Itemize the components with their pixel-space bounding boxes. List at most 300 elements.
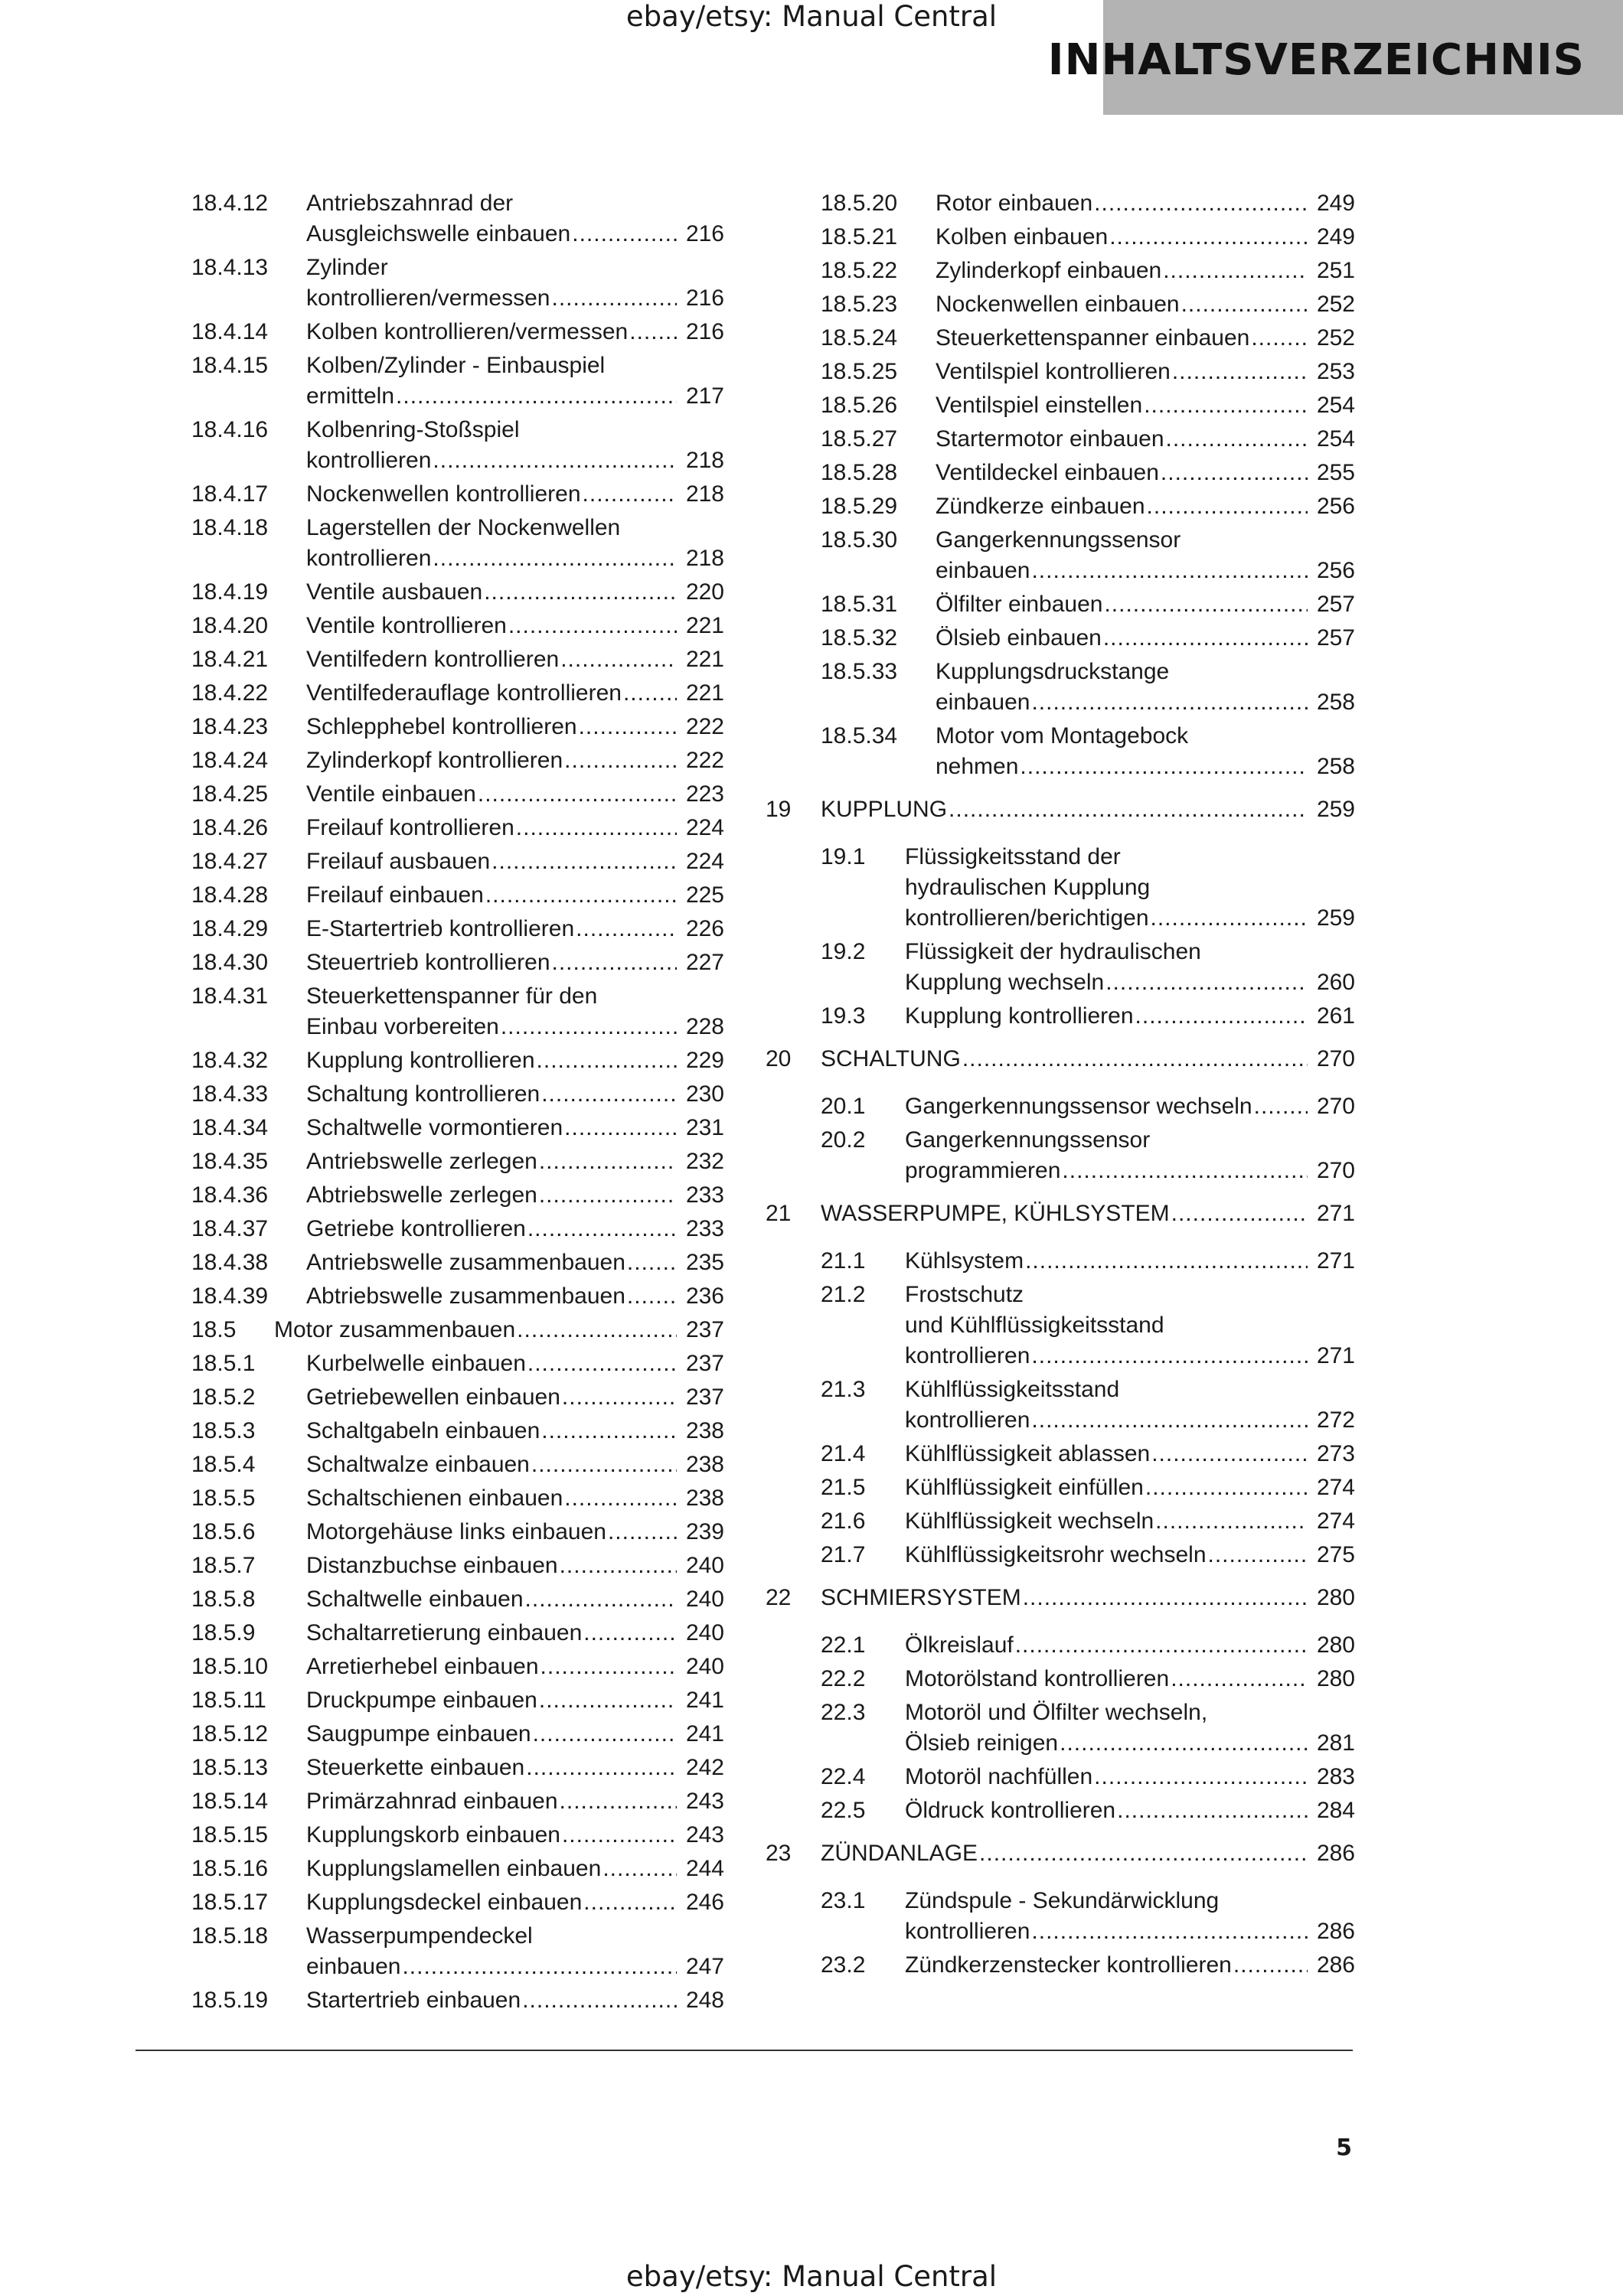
toc-entry-page: 235 bbox=[685, 1250, 724, 1275]
dot-leader bbox=[541, 1416, 677, 1446]
toc-entry[interactable] bbox=[191, 1985, 724, 2016]
toc-entry-title: einbauen bbox=[936, 690, 1030, 715]
toc-entry-page: 218 bbox=[685, 448, 724, 473]
toc-entry[interactable] bbox=[191, 1079, 724, 1110]
dot-leader bbox=[433, 543, 677, 574]
toc-entry[interactable] bbox=[191, 611, 724, 641]
dot-leader bbox=[1166, 424, 1308, 455]
toc-entry-page: 241 bbox=[685, 1688, 724, 1713]
toc-entry-title: Ventilspiel kontrollieren bbox=[936, 359, 1171, 384]
toc-entry[interactable] bbox=[766, 842, 1355, 934]
toc-entry-page: 281 bbox=[1316, 1730, 1355, 1756]
toc-entry-title: Schaltschienen einbauen bbox=[306, 1486, 563, 1511]
toc-entry[interactable] bbox=[766, 1664, 1355, 1694]
dot-leader bbox=[478, 779, 677, 810]
toc-entry-number: 18.5.6 bbox=[191, 1519, 256, 1544]
toc-entry[interactable] bbox=[766, 222, 1355, 253]
toc-entry-number: 21 bbox=[766, 1201, 792, 1226]
toc-entry[interactable] bbox=[191, 253, 724, 314]
toc-entry[interactable] bbox=[766, 1795, 1355, 1826]
toc-entry[interactable] bbox=[191, 1854, 724, 1884]
toc-entry-page: 238 bbox=[685, 1418, 724, 1443]
dot-leader bbox=[564, 1113, 677, 1143]
toc-entry-title: Gangerkennungssensor wechseln bbox=[905, 1094, 1252, 1119]
toc-entry-number: 18.4.31 bbox=[191, 983, 269, 1009]
toc-entry-page: 239 bbox=[685, 1519, 724, 1544]
toc-entry[interactable] bbox=[766, 589, 1355, 620]
toc-entry[interactable] bbox=[191, 1146, 724, 1177]
dot-leader bbox=[1161, 458, 1308, 488]
toc-entry[interactable] bbox=[191, 1551, 724, 1581]
toc-entry-title: Ventilspiel einstellen bbox=[936, 393, 1143, 418]
toc-entry[interactable] bbox=[191, 880, 724, 911]
toc-entry-page: 271 bbox=[1316, 1343, 1355, 1368]
toc-entry-page: 272 bbox=[1316, 1407, 1355, 1433]
toc-entry[interactable] bbox=[191, 678, 724, 709]
toc-entry-page: 217 bbox=[685, 383, 724, 409]
toc-entry-page: 233 bbox=[685, 1216, 724, 1241]
toc-entry-title: Freilauf kontrollieren bbox=[306, 815, 514, 840]
toc-entry[interactable] bbox=[191, 188, 724, 249]
toc-entry[interactable] bbox=[191, 351, 724, 412]
toc-entry[interactable] bbox=[191, 1045, 724, 1076]
toc-entry[interactable] bbox=[766, 1125, 1355, 1186]
toc-entry-number: 18.4.27 bbox=[191, 849, 269, 874]
toc-entry-title: Kolben/Zylinder - Einbauspiel bbox=[306, 353, 606, 378]
toc-entry-page: 254 bbox=[1316, 426, 1355, 452]
toc-entry-number: 21.7 bbox=[821, 1542, 866, 1567]
toc-entry-page: 244 bbox=[685, 1856, 724, 1881]
toc-entry[interactable] bbox=[766, 937, 1355, 998]
toc-entry-title: einbauen bbox=[936, 558, 1030, 583]
toc-entry-number: 18.5.19 bbox=[191, 1988, 269, 2013]
header-banner bbox=[1047, 0, 1623, 115]
toc-entry-title: Rotor einbauen bbox=[936, 191, 1093, 216]
toc-entry-title: Kupplungsdruckstange bbox=[936, 659, 1170, 684]
toc-entry[interactable] bbox=[191, 1753, 724, 1783]
toc-entry[interactable] bbox=[766, 1698, 1355, 1759]
toc-entry-title: Zylinder bbox=[306, 255, 388, 280]
toc-entry-title: Ventile einbauen bbox=[306, 781, 476, 807]
toc-entry[interactable] bbox=[766, 1439, 1355, 1469]
toc-entry-title: E-Startertrieb kontrollieren bbox=[306, 916, 575, 941]
toc-entry[interactable] bbox=[766, 256, 1355, 286]
toc-entry-number: 18.5.28 bbox=[821, 460, 898, 485]
toc-entry-page: 216 bbox=[685, 221, 724, 246]
toc-entry[interactable] bbox=[191, 1113, 724, 1143]
toc-entry[interactable] bbox=[191, 1382, 724, 1413]
toc-entry-number: 22 bbox=[766, 1585, 792, 1610]
toc-entry[interactable] bbox=[191, 846, 724, 877]
toc-entry-title: Saugpumpe einbauen bbox=[306, 1721, 531, 1746]
toc-entry-page: 221 bbox=[685, 647, 724, 672]
dot-leader bbox=[1109, 222, 1308, 253]
toc-entry-page: 280 bbox=[1316, 1632, 1355, 1658]
toc-entry[interactable] bbox=[191, 415, 724, 476]
toc-entry-title: Motorölstand kontrollieren bbox=[905, 1666, 1170, 1691]
toc-entry-page: 232 bbox=[685, 1149, 724, 1174]
dot-leader bbox=[572, 219, 677, 249]
toc-entry[interactable] bbox=[766, 1473, 1355, 1503]
toc-entry[interactable] bbox=[191, 981, 724, 1042]
toc-entry[interactable] bbox=[191, 1618, 724, 1649]
toc-entry-title: Schlepphebel kontrollieren bbox=[306, 714, 577, 739]
toc-entry-number: 18.4.30 bbox=[191, 950, 269, 975]
toc-entry-number: 22.1 bbox=[821, 1632, 866, 1658]
toc-entry-number: 18.4.20 bbox=[191, 613, 269, 638]
toc-entry-title: Kühlflüssigkeit wechseln bbox=[905, 1508, 1154, 1534]
toc-entry-page: 259 bbox=[1316, 905, 1355, 931]
toc-entry-title: Kolben einbauen bbox=[936, 224, 1109, 249]
dot-leader bbox=[1171, 1199, 1308, 1229]
toc-entry-title: einbauen bbox=[306, 1954, 401, 1979]
toc-entry[interactable] bbox=[191, 1921, 724, 1982]
dot-leader bbox=[560, 644, 677, 675]
toc-entry-page: 280 bbox=[1316, 1666, 1355, 1691]
toc-entry[interactable] bbox=[766, 657, 1355, 718]
toc-entry-page: 256 bbox=[1316, 494, 1355, 519]
toc-entry-page: 221 bbox=[685, 680, 724, 706]
toc-entry[interactable] bbox=[191, 1214, 724, 1244]
toc-entry-title: ZÜNDANLAGE bbox=[821, 1841, 978, 1866]
toc-entry-page: 240 bbox=[685, 1553, 724, 1578]
toc-entry[interactable] bbox=[766, 1886, 1355, 1947]
toc-entry-page: 270 bbox=[1316, 1046, 1355, 1071]
toc-entry-title: kontrollieren bbox=[306, 546, 432, 571]
toc-entry[interactable] bbox=[191, 813, 724, 843]
dot-leader bbox=[539, 1146, 677, 1177]
toc-entry-number: 18.4.33 bbox=[191, 1081, 269, 1107]
toc-entry-title: Kühlflüssigkeit einfüllen bbox=[905, 1475, 1144, 1500]
toc-entry-title: Kupplungslamellen einbauen bbox=[306, 1856, 602, 1881]
toc-entry-number: 18.4.21 bbox=[191, 647, 269, 672]
toc-entry-number: 20.2 bbox=[821, 1127, 866, 1153]
toc-entry-title: Schaltwelle vormontieren bbox=[306, 1115, 563, 1140]
dot-leader bbox=[579, 712, 677, 742]
dot-leader bbox=[949, 794, 1308, 825]
toc-entry-page: 224 bbox=[685, 815, 724, 840]
toc-entry-title: Lagerstellen der Nockenwellen bbox=[306, 515, 621, 540]
toc-entry-number: 18.5.27 bbox=[821, 426, 898, 452]
toc-entry-page: 243 bbox=[685, 1822, 724, 1848]
toc-entry-page: 223 bbox=[685, 781, 724, 807]
toc-entry[interactable] bbox=[191, 1887, 724, 1918]
toc-entry[interactable] bbox=[191, 1349, 724, 1379]
toc-entry-number: 18.4.15 bbox=[191, 353, 269, 378]
dot-leader bbox=[1208, 1540, 1308, 1570]
toc-entry-number: 18.4.39 bbox=[191, 1283, 269, 1309]
toc-entry-title: Frostschutz bbox=[905, 1282, 1024, 1307]
toc-entry-title: Schaltgabeln einbauen bbox=[306, 1418, 540, 1443]
dot-leader bbox=[1144, 390, 1308, 421]
toc-chapter-entry[interactable] bbox=[766, 1583, 1355, 1613]
toc-entry-number: 18.4.24 bbox=[191, 748, 269, 773]
toc-entry-page: 249 bbox=[1316, 224, 1355, 249]
toc-entry-page: 271 bbox=[1316, 1248, 1355, 1274]
toc-entry[interactable] bbox=[191, 1315, 724, 1345]
toc-entry-title: Getriebewellen einbauen bbox=[306, 1384, 560, 1410]
toc-entry-page: 240 bbox=[685, 1587, 724, 1612]
toc-entry-page: 222 bbox=[685, 748, 724, 773]
toc-entry[interactable] bbox=[191, 1416, 724, 1446]
toc-entry-number: 18.5.24 bbox=[821, 325, 898, 351]
toc-entry[interactable] bbox=[766, 424, 1355, 455]
toc-entry-page: 249 bbox=[1316, 191, 1355, 216]
toc-entry-number: 18.5.16 bbox=[191, 1856, 269, 1881]
toc-entry-title: Schaltwelle einbauen bbox=[306, 1587, 524, 1612]
toc-entry-title: Ausgleichswelle einbauen bbox=[306, 221, 571, 246]
toc-entry-title: Zündkerzenstecker kontrollieren bbox=[905, 1952, 1232, 1978]
toc-entry[interactable] bbox=[766, 1950, 1355, 1981]
toc-entry-title: Steuertrieb kontrollieren bbox=[306, 950, 550, 975]
toc-entry-number: 18.5.26 bbox=[821, 393, 898, 418]
dot-leader bbox=[1254, 1091, 1308, 1122]
toc-entry-page: 218 bbox=[685, 546, 724, 571]
dot-leader bbox=[1155, 1506, 1308, 1537]
dot-leader bbox=[1094, 188, 1308, 219]
toc-entry[interactable] bbox=[766, 289, 1355, 320]
toc-entry-number: 19.2 bbox=[821, 939, 866, 964]
toc-entry-title: Ölkreislauf bbox=[905, 1632, 1014, 1658]
toc-entry-page: 236 bbox=[685, 1283, 724, 1309]
toc-entry-number: 21.6 bbox=[821, 1508, 866, 1534]
toc-entry-number: 18.4.34 bbox=[191, 1115, 269, 1140]
toc-entry-title: Kupplungsdeckel einbauen bbox=[306, 1890, 583, 1915]
toc-entry-page: 271 bbox=[1316, 1201, 1355, 1226]
toc-entry-title: programmieren bbox=[905, 1158, 1061, 1183]
toc-entry-title: Wasserpumpendeckel bbox=[306, 1923, 533, 1949]
toc-entry[interactable] bbox=[191, 1685, 724, 1716]
toc-entry[interactable] bbox=[766, 357, 1355, 387]
dot-leader bbox=[1163, 256, 1308, 286]
toc-entry-number: 18.5.5 bbox=[191, 1486, 256, 1511]
toc-entry[interactable] bbox=[766, 1762, 1355, 1792]
toc-entry-page: 252 bbox=[1316, 325, 1355, 351]
toc-chapter-entry[interactable] bbox=[766, 1838, 1355, 1869]
toc-entry-number: 18.5.1 bbox=[191, 1351, 256, 1376]
toc-entry-number: 18.5.4 bbox=[191, 1452, 256, 1477]
dot-leader bbox=[531, 1450, 677, 1480]
toc-entry[interactable] bbox=[766, 1630, 1355, 1661]
toc-entry[interactable] bbox=[191, 1584, 724, 1615]
toc-entry-number: 20 bbox=[766, 1046, 792, 1071]
toc-entry-number: 23.2 bbox=[821, 1952, 866, 1978]
dot-leader bbox=[517, 1315, 677, 1345]
toc-entry-title: Schaltarretierung einbauen bbox=[306, 1620, 583, 1645]
toc-entry[interactable] bbox=[766, 1001, 1355, 1032]
toc-entry-number: 18.5.33 bbox=[821, 659, 898, 684]
toc-entry-number: 18.4.13 bbox=[191, 255, 269, 280]
toc-entry-title: Zylinderkopf kontrollieren bbox=[306, 748, 563, 773]
toc-entry-page: 227 bbox=[685, 950, 724, 975]
toc-entry-page: 222 bbox=[685, 714, 724, 739]
toc-entry-page: 270 bbox=[1316, 1158, 1355, 1183]
toc-entry[interactable] bbox=[191, 1786, 724, 1817]
toc-entry-page: 226 bbox=[685, 916, 724, 941]
dot-leader bbox=[522, 1985, 677, 2016]
toc-entry-number: 18.4.16 bbox=[191, 417, 269, 442]
dot-leader bbox=[552, 947, 677, 978]
toc-entry-number: 18.5.34 bbox=[821, 723, 898, 748]
toc-entry-number: 18.5.31 bbox=[821, 592, 898, 617]
toc-entry[interactable] bbox=[191, 317, 724, 347]
toc-entry[interactable] bbox=[766, 1246, 1355, 1277]
dot-leader bbox=[627, 1281, 677, 1312]
toc-entry-number: 21.2 bbox=[821, 1282, 866, 1307]
dot-leader bbox=[583, 1618, 677, 1649]
toc-entry-number: 18.5.30 bbox=[821, 527, 898, 553]
toc-entry-page: 260 bbox=[1316, 970, 1355, 995]
toc-entry-page: 274 bbox=[1316, 1475, 1355, 1500]
toc-entry[interactable] bbox=[191, 1652, 724, 1682]
toc-entry-number: 18.5.22 bbox=[821, 258, 898, 283]
toc-entry[interactable] bbox=[766, 188, 1355, 219]
toc-entry[interactable] bbox=[766, 623, 1355, 654]
toc-entry-number: 18.4.32 bbox=[191, 1048, 269, 1073]
toc-entry-number: 21.3 bbox=[821, 1377, 866, 1402]
toc-entry[interactable] bbox=[766, 1540, 1355, 1570]
toc-entry-title: kontrollieren/berichtigen bbox=[905, 905, 1149, 931]
toc-entry-number: 19.1 bbox=[821, 844, 866, 869]
toc-entry-number: 18.5.25 bbox=[821, 359, 898, 384]
toc-entry[interactable] bbox=[766, 1280, 1355, 1371]
toc-entry[interactable] bbox=[191, 644, 724, 675]
toc-chapter-entry[interactable] bbox=[766, 794, 1355, 825]
toc-entry[interactable] bbox=[191, 1483, 724, 1514]
dot-leader bbox=[1020, 752, 1308, 782]
dot-leader bbox=[508, 611, 677, 641]
toc-entry-title: Antriebswelle zerlegen bbox=[306, 1149, 537, 1174]
toc-entry[interactable] bbox=[766, 390, 1355, 421]
dot-leader bbox=[525, 1584, 677, 1615]
dot-leader bbox=[564, 1483, 677, 1514]
toc-entry-page: 220 bbox=[685, 579, 724, 605]
toc-entry[interactable] bbox=[191, 577, 724, 608]
toc-entry[interactable] bbox=[191, 1180, 724, 1211]
toc-entry-page: 242 bbox=[685, 1755, 724, 1780]
dot-leader bbox=[1104, 589, 1308, 620]
toc-entry-number: 18.5.17 bbox=[191, 1890, 269, 1915]
toc-entry[interactable] bbox=[191, 914, 724, 944]
toc-entry-page: 240 bbox=[685, 1654, 724, 1679]
watermark-bottom: ebay/etsy: Manual Central bbox=[625, 2260, 998, 2293]
toc-entry-number: 19.3 bbox=[821, 1003, 866, 1029]
dot-leader bbox=[1171, 1664, 1308, 1694]
toc-entry[interactable] bbox=[766, 525, 1355, 586]
toc-entry-page: 270 bbox=[1316, 1094, 1355, 1119]
toc-entry[interactable] bbox=[191, 779, 724, 810]
toc-entry-title: Antriebswelle zusammenbauen bbox=[306, 1250, 625, 1275]
toc-entry[interactable] bbox=[766, 1506, 1355, 1537]
toc-entry[interactable] bbox=[191, 513, 724, 574]
toc-entry[interactable] bbox=[191, 479, 724, 510]
toc-entry-number: 18.5.14 bbox=[191, 1789, 269, 1814]
toc-entry-title: Getriebe kontrollieren bbox=[306, 1216, 526, 1241]
toc-entry-title: nehmen bbox=[936, 754, 1019, 779]
toc-entry-number: 18.5.7 bbox=[191, 1553, 256, 1578]
dot-leader bbox=[491, 846, 677, 877]
dot-leader bbox=[962, 1044, 1308, 1075]
toc-right-column bbox=[766, 188, 1355, 1984]
dot-leader bbox=[1031, 687, 1308, 718]
toc-entry[interactable] bbox=[191, 1517, 724, 1548]
toc-entry-page: 280 bbox=[1316, 1585, 1355, 1610]
toc-entry-title: Ventile ausbauen bbox=[306, 579, 483, 605]
toc-entry[interactable] bbox=[191, 1247, 724, 1278]
toc-entry[interactable] bbox=[191, 1719, 724, 1750]
toc-entry-title: Öldruck kontrollieren bbox=[905, 1798, 1116, 1823]
toc-chapter-entry[interactable] bbox=[766, 1044, 1355, 1075]
dot-leader bbox=[1233, 1950, 1308, 1981]
dot-leader bbox=[1117, 1795, 1308, 1826]
toc-entry[interactable] bbox=[191, 947, 724, 978]
toc-entry-number: 18.4.22 bbox=[191, 680, 269, 706]
toc-entry[interactable] bbox=[766, 323, 1355, 354]
dot-leader bbox=[1181, 289, 1308, 320]
toc-entry-page: 216 bbox=[685, 319, 724, 344]
toc-entry-page: 258 bbox=[1316, 690, 1355, 715]
dot-leader bbox=[396, 381, 677, 412]
dot-leader bbox=[485, 880, 677, 911]
toc-entry[interactable] bbox=[766, 458, 1355, 488]
toc-entry-title: Flüssigkeit der hydraulischen bbox=[905, 939, 1201, 964]
toc-entry-title: Motorgehäuse links einbauen bbox=[306, 1519, 606, 1544]
toc-entry-page: 286 bbox=[1316, 1952, 1355, 1978]
toc-entry-title: Freilauf ausbauen bbox=[306, 849, 491, 874]
dot-leader bbox=[603, 1854, 677, 1884]
toc-chapter-entry[interactable] bbox=[766, 1199, 1355, 1229]
toc-entry-page: 228 bbox=[685, 1014, 724, 1039]
toc-entry[interactable] bbox=[766, 721, 1355, 782]
dot-leader bbox=[1031, 1916, 1308, 1947]
toc-entry-title: Kupplung wechseln bbox=[905, 970, 1105, 995]
toc-entry-page: 225 bbox=[685, 882, 724, 908]
dot-leader bbox=[1103, 623, 1308, 654]
toc-entry-page: 224 bbox=[685, 849, 724, 874]
toc-entry-title: Kupplung kontrollieren bbox=[905, 1003, 1134, 1029]
toc-entry-number: 18.5.29 bbox=[821, 494, 898, 519]
toc-entry-page: 246 bbox=[685, 1890, 724, 1915]
toc-entry-number: 18.4.19 bbox=[191, 579, 269, 605]
dot-leader bbox=[484, 577, 677, 608]
toc-entry-title: SCHALTUNG bbox=[821, 1046, 961, 1071]
toc-entry-number: 18.5.20 bbox=[821, 191, 898, 216]
toc-entry-number: 18.5.3 bbox=[191, 1418, 256, 1443]
toc-entry-title: Kupplungskorb einbauen bbox=[306, 1822, 560, 1848]
toc-entry-number: 20.1 bbox=[821, 1094, 866, 1119]
toc-entry[interactable] bbox=[766, 491, 1355, 522]
toc-entry-page: 258 bbox=[1316, 754, 1355, 779]
toc-entry-page: 241 bbox=[685, 1721, 724, 1746]
watermark-top: ebay/etsy: Manual Central bbox=[625, 0, 998, 33]
toc-entry[interactable] bbox=[766, 1375, 1355, 1436]
dot-leader bbox=[516, 813, 677, 843]
toc-entry-number: 18.4.37 bbox=[191, 1216, 269, 1241]
toc-entry[interactable] bbox=[766, 1091, 1355, 1122]
toc-entry-number: 18.4.17 bbox=[191, 481, 269, 507]
toc-entry-number: 18.5.15 bbox=[191, 1822, 269, 1848]
toc-entry[interactable] bbox=[191, 745, 724, 776]
toc-entry[interactable] bbox=[191, 1450, 724, 1480]
toc-entry[interactable] bbox=[191, 1820, 724, 1851]
toc-entry-title: Flüssigkeitsstand der bbox=[905, 844, 1121, 869]
dot-leader bbox=[1023, 1583, 1308, 1613]
toc-entry-page: 286 bbox=[1316, 1841, 1355, 1866]
toc-entry-number: 18.5.2 bbox=[191, 1384, 256, 1410]
toc-entry-page: 237 bbox=[685, 1317, 724, 1342]
toc-entry[interactable] bbox=[191, 1281, 724, 1312]
toc-entry[interactable] bbox=[191, 712, 724, 742]
